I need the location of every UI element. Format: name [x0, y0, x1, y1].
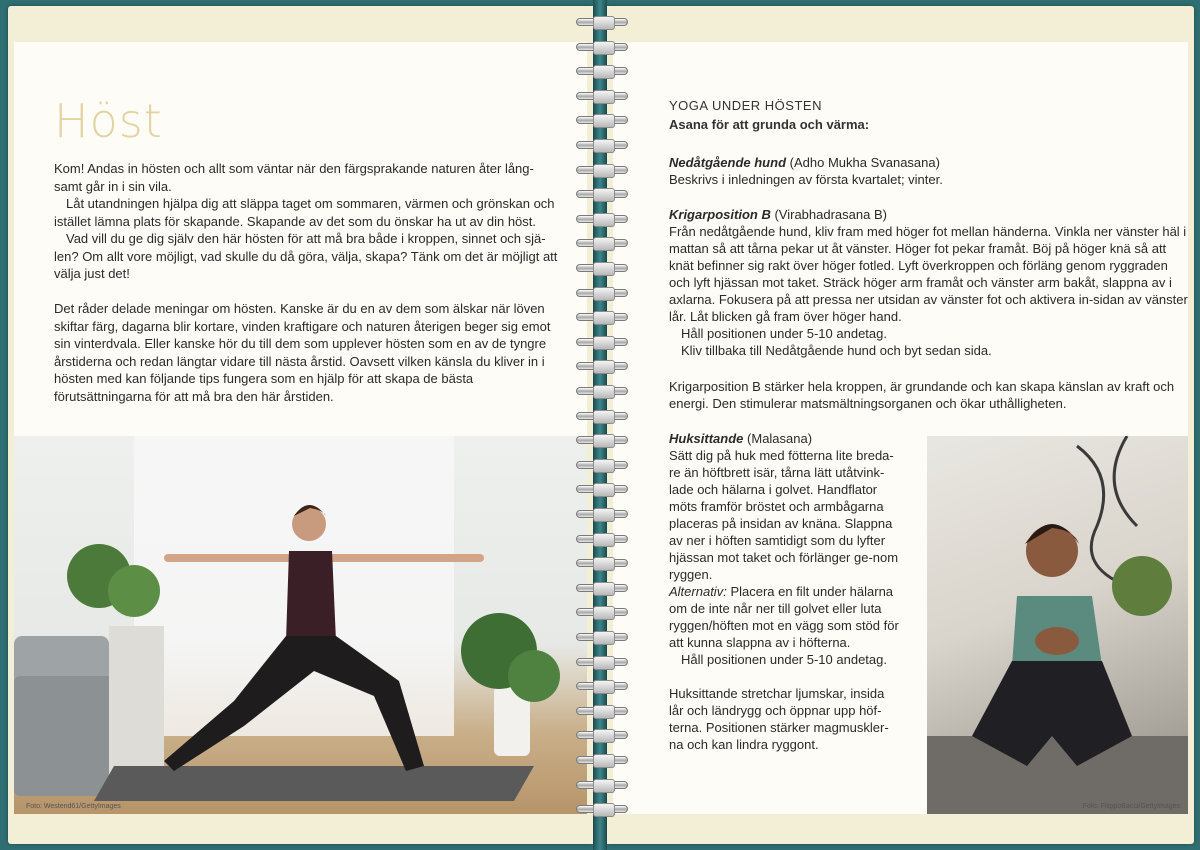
warrior-pose-illustration — [14, 436, 587, 814]
photo-credit: Foto: FilippoBacci/GettyImages — [1082, 803, 1180, 810]
binding-ring — [576, 436, 628, 444]
pose-step-back: Kliv tillbaka till Nedåtgående hund och byt sedan sida. — [681, 343, 992, 358]
intro-paragraph: Vad vill du ge dig själv den här hösten för att må bra både i kroppen, sinnet och sjä-len? Om allt vore möjligt, vad skulle du då göra, välja, skapa? Tänk om det är möjligt att välja just det! — [54, 231, 558, 281]
binding-ring — [576, 731, 628, 739]
binding-ring — [576, 313, 628, 321]
intro-paragraph: Kom! Andas in hösten och allt som väntar när den färgsprakande naturen åter lång-samt går in i sin vila. — [54, 161, 534, 194]
malasana-pose-photo — [927, 436, 1188, 814]
binding-ring — [576, 166, 628, 174]
photo-credit: Foto: Westend61/GettyImages — [26, 803, 121, 810]
left-page-content — [14, 42, 587, 814]
page-title: Höst — [54, 94, 163, 148]
pose-benefit: Krigarposition B stärker hela kroppen, är grundande och kan skapa känslan av kraft och energi. Den stimulerar matsmältningsorganen och ökar uthålligheten. — [669, 379, 1175, 411]
binding-ring — [576, 362, 628, 370]
binding-ring — [576, 805, 628, 813]
binding-ring — [576, 461, 628, 469]
pose-benefit: Huksittande stretchar ljumskar, insida lår och ländrygg och öppnar upp höf-terna. Positionen stärker magmuskler-na och kan lindra ryggont. — [669, 686, 889, 752]
binding-ring — [576, 92, 628, 100]
pose-hold: Håll positionen under 5-10 andetag. — [681, 326, 887, 341]
pose-malasana — [669, 430, 901, 753]
warrior-pose-photo — [14, 436, 587, 814]
binding-ring — [576, 67, 628, 75]
autumn-paragraph: Det råder delade meningar om hösten. Kanske är du en av dem som älskar när löven skiftar färg, dagarna blir kortare, vinden kraftigare och naturen återigen beger sig emot sin vinterdvala. Eller kanske hör du till dem som upplever hösten som en av de tyngre årstiderna och redan längtar vidare till nästa årstid. Oavsett vilken känsla du kliver in i hösten med kan följande tips fungera som en hjälp för att skapa de bästa förutsättningarna för att må bra den här årstiden. — [54, 301, 551, 404]
binding-ring — [576, 116, 628, 124]
pose-warrior-benefit — [669, 378, 1188, 412]
binding-ring — [576, 141, 628, 149]
binding-ring — [576, 18, 628, 26]
pose-sanskrit: (Adho Mukha Svanasana) — [789, 155, 940, 170]
pose-warrior-b — [669, 206, 1188, 359]
binding-ring — [576, 535, 628, 543]
pose-name: Huksittande — [669, 431, 744, 446]
binding-ring — [576, 485, 628, 493]
binding-ring — [576, 510, 628, 518]
binding-ring — [576, 633, 628, 641]
alternative-text: Placera en filt under hälarna om de inte når ner till golvet eller luta ryggen/höften mot en vägg som stöd för att kunna slappna av i höfterna. — [669, 584, 899, 650]
section-heading: YOGA UNDER HÖSTEN — [669, 98, 822, 113]
binding-ring — [576, 756, 628, 764]
binding-ring — [576, 338, 628, 346]
pose-description: Sätt dig på huk med fötterna lite breda-re än höftbrett isär, tårna lätt utåtvink-lade och hälarna i golvet. Handflator möts framför bröstet och armbågarna placeras på insidan av knäna. Slappna av ner i höften samtidigt som du lyfter hjässan mot taket och förlänger ge-nom ryggen. — [669, 448, 899, 582]
intro-text — [54, 160, 559, 283]
pose-sanskrit: (Virabhadrasana B) — [774, 207, 887, 222]
binding-ring — [576, 658, 628, 666]
section-subheading: Asana för att grunda och värma: — [669, 117, 870, 132]
binding-ring — [576, 608, 628, 616]
binding-ring — [576, 264, 628, 272]
binding-ring — [576, 387, 628, 395]
binding-ring — [576, 559, 628, 567]
pose-name: Nedåtgående hund — [669, 155, 787, 170]
binding-ring — [576, 215, 628, 223]
binding-ring — [576, 190, 628, 198]
pose-name: Krigarposition B — [669, 207, 771, 222]
left-page — [8, 6, 593, 844]
alternative-label: Alternativ: — [669, 584, 727, 599]
pose-sanskrit: (Malasana) — [747, 431, 813, 446]
right-page — [607, 6, 1194, 844]
intro-paragraph: Låt utandningen hjälpa dig att släppa taget om sommaren, värmen och grönskan och istället lämna plats för skapande. Skapande av det som du önskar ha ut av din höst. — [54, 196, 555, 229]
pose-downward-dog — [669, 154, 1188, 188]
pose-hold: Håll positionen under 5-10 andetag. — [681, 652, 887, 667]
binding-ring — [576, 584, 628, 592]
binding-ring — [576, 781, 628, 789]
malasana-pose-illustration — [927, 436, 1188, 814]
binding-ring — [576, 43, 628, 51]
binding-ring — [576, 239, 628, 247]
binding-ring — [576, 682, 628, 690]
pose-description: Från nedåtgående hund, kliv fram med höger fot mellan händerna. Vinkla ner vänster häl i mattan så att tårna pekar ut åt vänster. Höger fot pekar framåt. Böj på höger knä så att knät befinner sig rakt över höger fotled. Lyft överkroppen och förläng genom ryggraden och lyft hjässan mot taket. Sträck höger arm framåt och vänster arm bakåt, slappna av i axlarna. Fokusera på att pressa ner utsidan av vänster fot och aktivera in-sidan av vänster lår. Låt blicken gå fram över höger hand. — [669, 224, 1188, 324]
binding-ring — [576, 412, 628, 420]
binding-ring — [576, 707, 628, 715]
pose-description: Beskrivs i inledningen av första kvartalet; vinter. — [669, 172, 943, 187]
autumn-text — [54, 300, 559, 405]
right-page-content — [613, 42, 1188, 814]
binding-ring — [576, 289, 628, 297]
